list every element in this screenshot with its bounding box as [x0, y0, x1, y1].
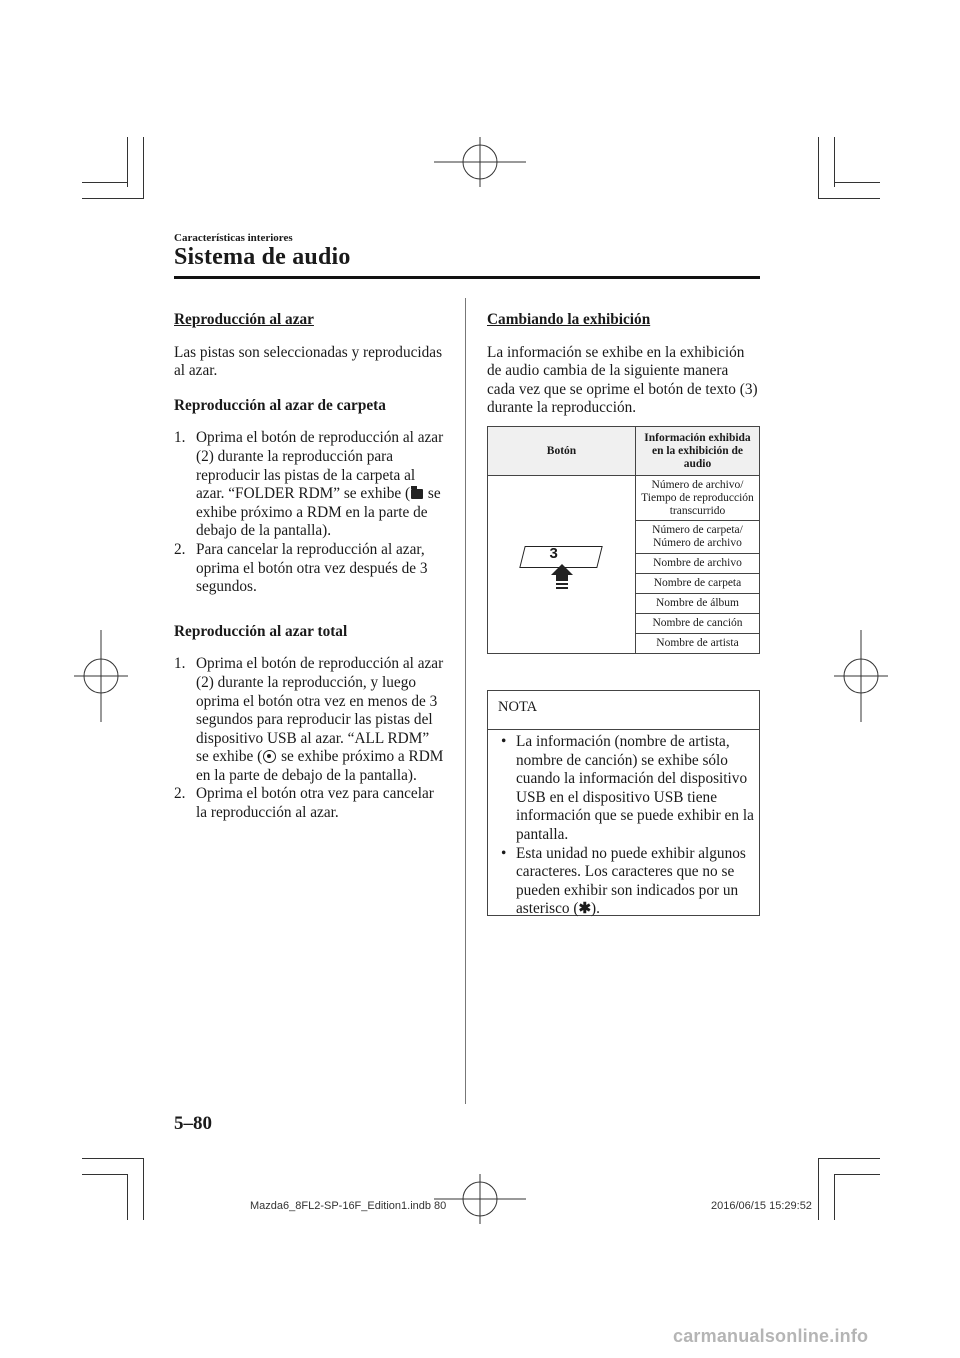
note-text: Esta unidad no puede exhibir algunos caracteres. Los caracteres que no se pueden exhibir son indicados por un asterisco (	[516, 844, 746, 918]
crop-mark	[818, 1158, 880, 1159]
crop-mark	[127, 137, 128, 187]
left-column	[174, 311, 444, 849]
step-text: Oprima el botón otra vez para cancelar la reproducción al azar.	[196, 785, 434, 822]
press-line	[556, 583, 568, 585]
step-text: Para cancelar la reproducción al azar, oprima el botón otra vez después de 3 segundos.	[196, 540, 428, 596]
random-heading: Reproducción al azar	[174, 311, 314, 328]
crop-mark	[818, 137, 819, 199]
footer-file-name: Mazda6_8FL2-SP-16F_Edition1.indb 80	[250, 1200, 447, 1212]
list-item	[174, 541, 444, 597]
crop-mark	[143, 137, 144, 199]
total-random-steps	[174, 655, 444, 822]
total-random-heading: Reproducción al azar total	[174, 622, 348, 640]
display-heading: Cambiando la exhibición	[487, 311, 651, 328]
list-item	[174, 655, 444, 785]
table-cell: Nombre de artista	[636, 634, 760, 654]
display-intro: La información se exhibe en la exhibición de audio cambia de la siguiente manera cada vez que se oprime el botón de texto (3) durante la reproducción.	[487, 343, 758, 417]
random-intro: Las pistas son seleccionadas y reproducidas al azar.	[174, 343, 443, 380]
bullet-icon: •	[501, 844, 507, 862]
title-rule	[174, 276, 760, 279]
step-number: 1.	[174, 655, 186, 673]
section-label: Características interiores	[174, 232, 293, 244]
note-text: ).	[591, 900, 600, 918]
watermark: carmanualsonline.info	[673, 1326, 869, 1346]
display-table	[487, 426, 760, 654]
footer-timestamp: 2016/06/15 15:29:52	[711, 1200, 812, 1212]
table-cell: Nombre de álbum	[636, 594, 760, 614]
crop-mark	[834, 182, 880, 183]
step-number: 2.	[174, 540, 186, 558]
list-item	[174, 785, 444, 822]
registration-mark	[74, 630, 128, 722]
note-title: NOTA	[488, 691, 759, 730]
step-text: Oprima el botón de reproducción al azar (2) durante la reproducción para reproducir las pistas de la carpeta al azar. “FOLDER RDM” se exhibe (	[196, 429, 444, 503]
bullet-icon: •	[501, 733, 507, 750]
note-text: La información (nombre de artista, nombre de canción) se exhibe sólo cuando la información del dispositivo USB en el dispositivo USB tiene información que se puede exhibir en la pantalla.	[516, 733, 754, 843]
list-item	[498, 845, 758, 919]
press-arrow-stem	[556, 575, 568, 581]
registration-mark	[434, 137, 526, 187]
table-cell: Nombre de archivo	[636, 554, 760, 574]
right-column	[487, 311, 760, 434]
crop-mark	[834, 1174, 880, 1175]
table-cell: Número de archivo/ Tiempo de reproducción transcurrido	[636, 476, 760, 521]
crop-mark	[82, 182, 128, 183]
note-box	[487, 690, 760, 916]
table-header-info: Información exhibida en la exhibición de audio	[636, 427, 760, 476]
crop-mark	[834, 1174, 835, 1220]
step-text: Oprima el botón de reproducción al azar (2) durante la reproducción, y luego oprima el botón otra vez en menos de 3 segundos para reproducir las pistas del dispositivo USB al azar. “ALL RDM” se exhibe (	[196, 655, 444, 766]
disc-icon	[263, 750, 276, 763]
step-number: 1.	[174, 429, 186, 447]
crop-mark	[127, 1174, 128, 1220]
crop-mark	[818, 1158, 819, 1220]
table-cell: Nombre de carpeta	[636, 574, 760, 594]
text-button-3-illustration	[522, 540, 602, 590]
button-number: 3	[549, 544, 558, 562]
folder-random-steps	[174, 429, 444, 596]
registration-mark	[834, 630, 888, 722]
crop-mark	[834, 137, 835, 187]
list-item	[498, 733, 758, 845]
step-number: 2.	[174, 785, 186, 803]
note-list	[498, 733, 758, 919]
page-number: 5–80	[174, 1113, 212, 1134]
crop-mark	[818, 198, 880, 199]
crop-mark	[82, 1174, 128, 1175]
registration-mark	[434, 1174, 526, 1224]
press-arrow-icon	[551, 564, 573, 575]
press-line	[556, 587, 568, 589]
table-cell: Nombre de canción	[636, 614, 760, 634]
step-text: se exhibe próximo a RDM en la parte de debajo de la pantalla).	[196, 748, 444, 784]
step-text: se exhibe próximo a RDM en la parte de debajo de la pantalla).	[196, 485, 441, 540]
crop-mark	[82, 198, 144, 199]
page-title: Sistema de audio	[174, 244, 351, 270]
column-divider	[465, 298, 466, 1104]
crop-mark	[82, 1158, 144, 1159]
asterisk-icon: ✱	[578, 901, 592, 918]
folder-icon	[411, 489, 423, 499]
list-item	[174, 429, 444, 541]
table-header-button: Botón	[488, 427, 636, 476]
button-cell	[488, 476, 636, 654]
crop-mark	[143, 1158, 144, 1220]
table-cell: Número de carpeta/ Número de archivo	[636, 521, 760, 554]
folder-random-heading: Reproducción al azar de carpeta	[174, 396, 386, 414]
